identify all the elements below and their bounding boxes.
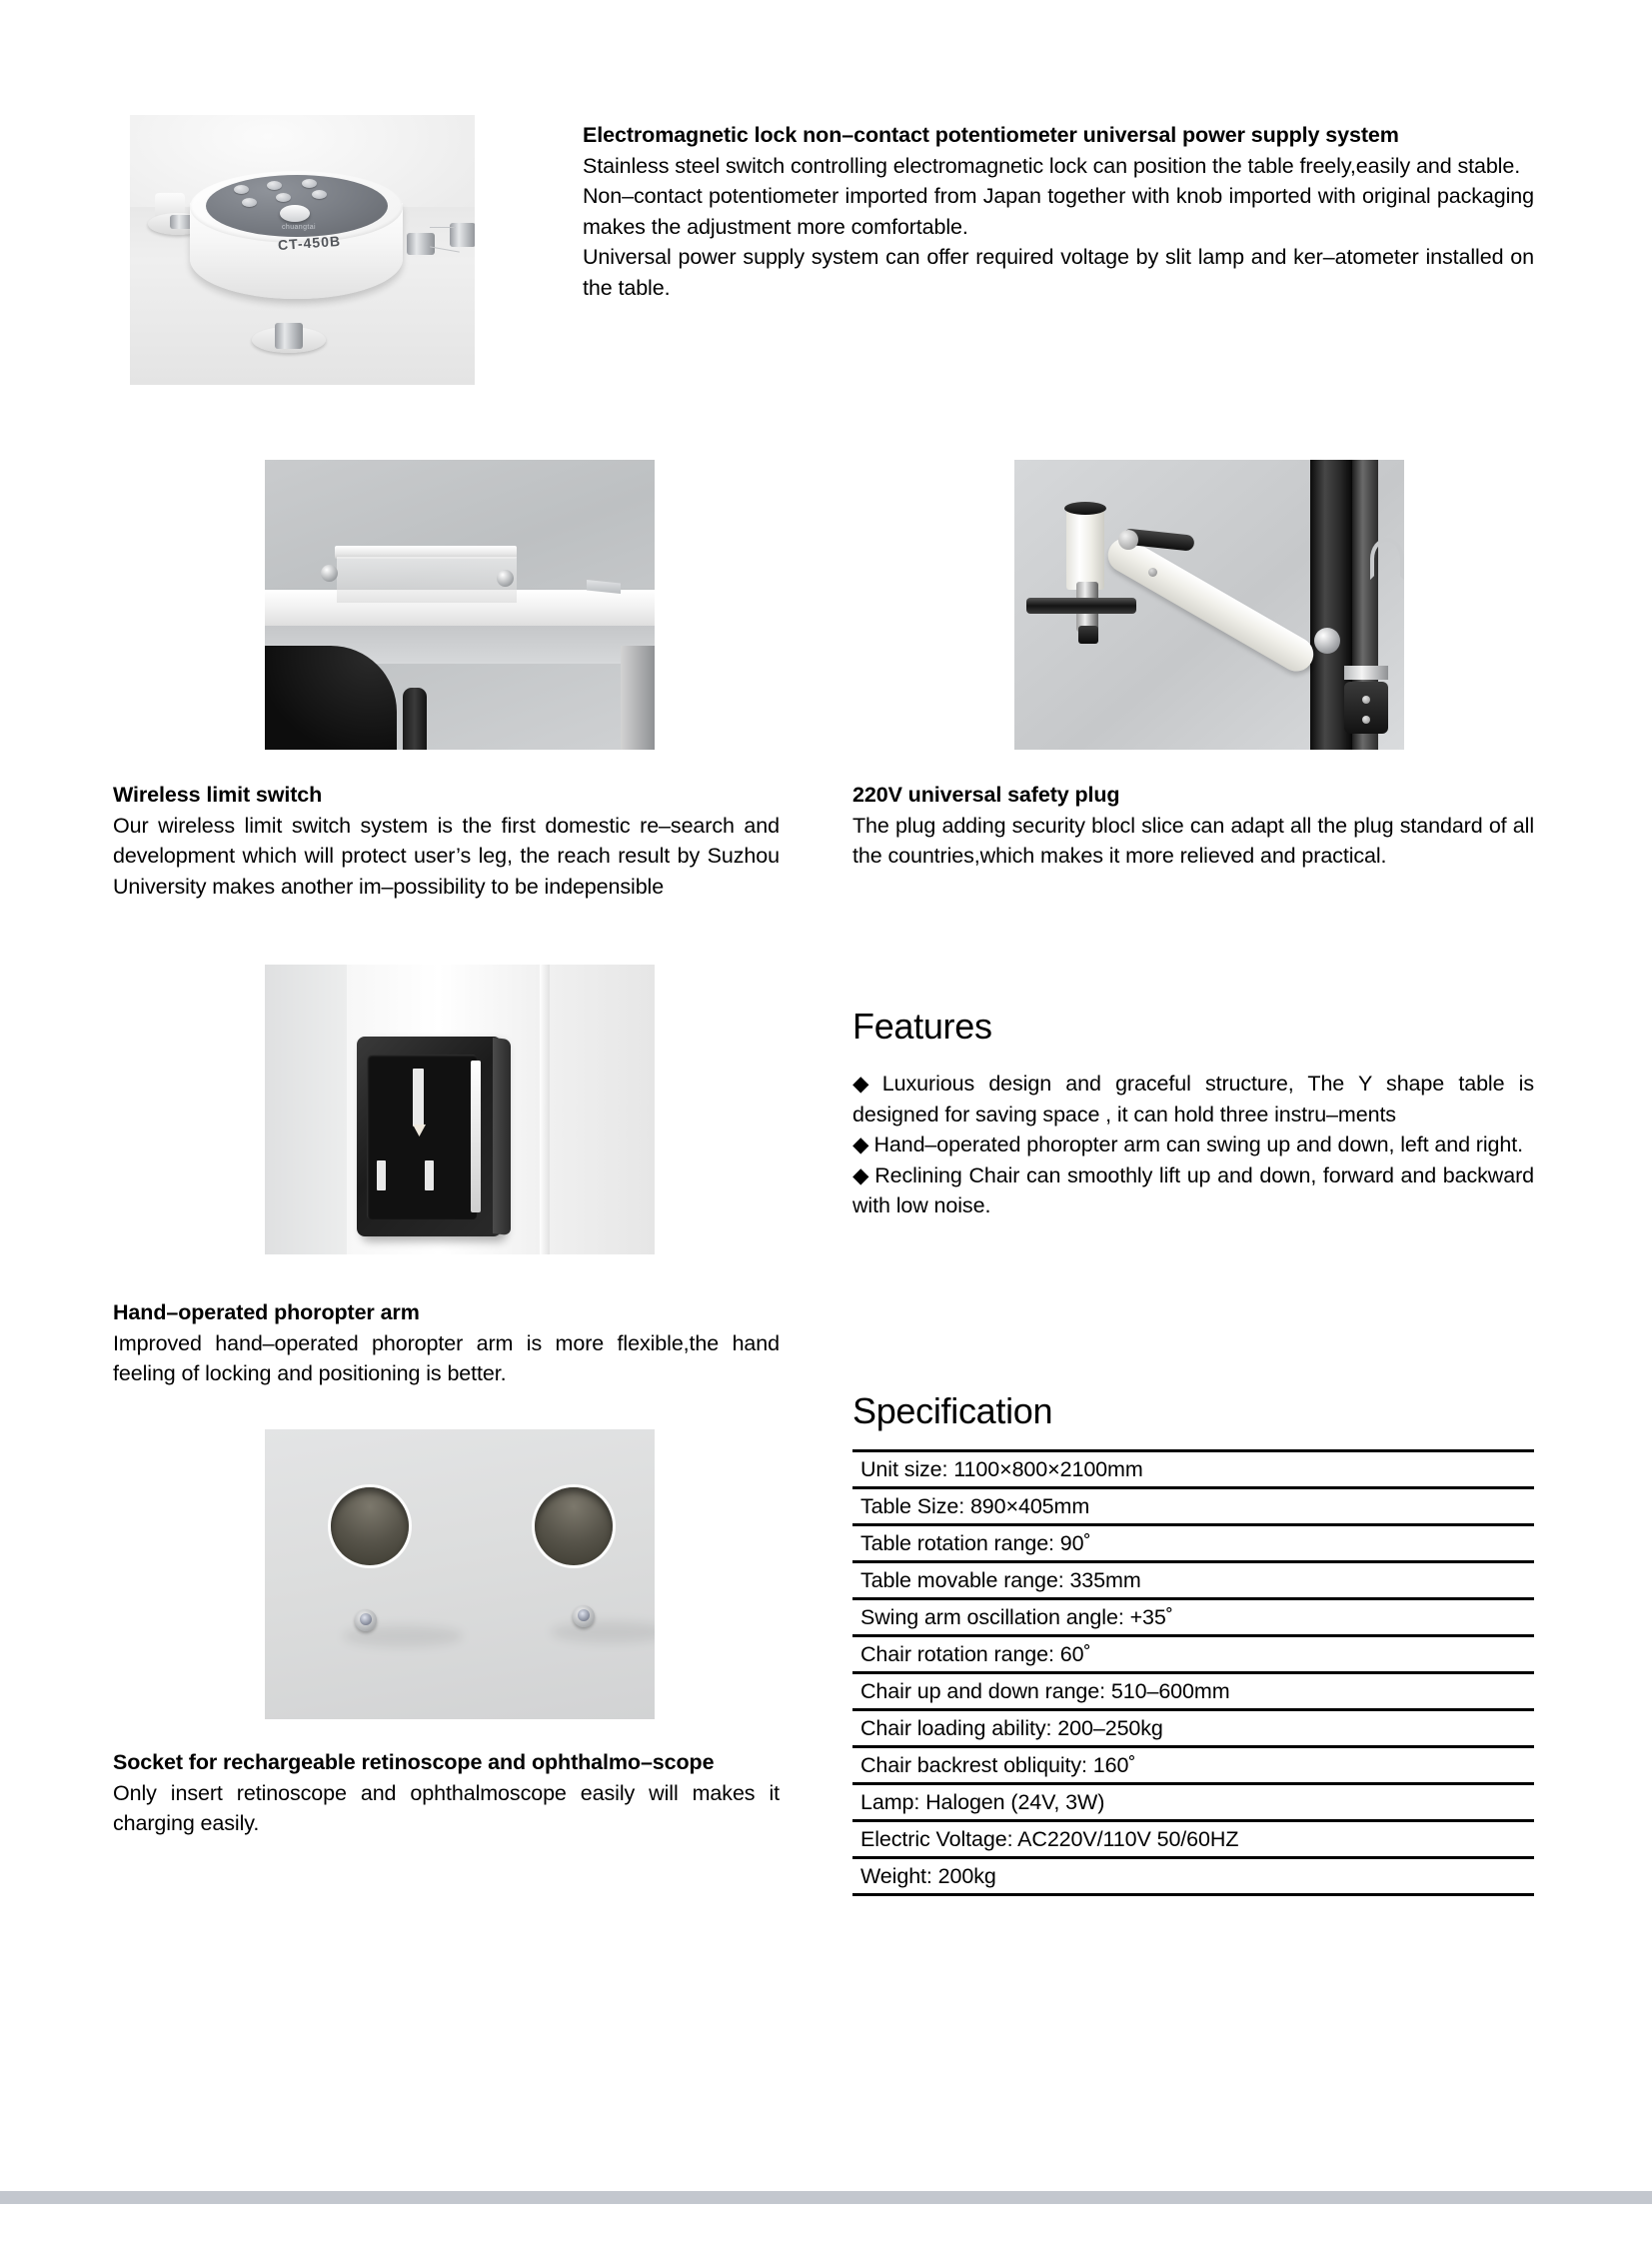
central-knob: [280, 205, 310, 222]
spec-value: Chair up and down range: 510–600mm: [852, 1673, 1534, 1710]
features-title: Features: [852, 1006, 992, 1047]
page-footer-band: [0, 2191, 1652, 2204]
charging-contact-right: [573, 1605, 595, 1627]
control-button: [267, 181, 282, 190]
safety-plug-body: The plug adding security blocl slice can adapt all the plug standard of all the countries,which makes it more relieved and practical.: [852, 813, 1534, 868]
photo-universal-socket: [265, 965, 655, 1254]
wireless-limit-switch-heading: Wireless limit switch: [113, 783, 323, 807]
diamond-bullet-icon: ◆: [852, 1132, 869, 1156]
electromagnetic-heading: Electromagnetic lock non–contact potentiometer universal power supply system: [583, 123, 1399, 147]
arm-screw: [1148, 568, 1157, 577]
horizontal-shaft: [1026, 598, 1136, 614]
feature-item: [852, 1160, 1534, 1221]
charging-well-left: [331, 1487, 409, 1565]
spec-value: Weight: 200kg: [852, 1858, 1534, 1895]
control-button: [242, 198, 257, 207]
control-button: [302, 179, 317, 188]
panel-left: [265, 965, 347, 1254]
table-row: [852, 1673, 1534, 1710]
socket-slot-right: [425, 1160, 434, 1190]
connector-right-inner: [407, 233, 435, 255]
photo-wireless-limit-switch: [265, 460, 655, 750]
diamond-bullet-icon: ◆: [852, 1162, 870, 1187]
charging-well-right: [535, 1487, 613, 1565]
column-clamp: [1344, 682, 1388, 734]
socket-body: Only insert retinoscope and ophthalmoscope easily will makes it charging easily.: [113, 1780, 780, 1835]
lever-pivot: [1118, 530, 1138, 550]
spec-value: Chair backrest obliquity: 160˚: [852, 1747, 1534, 1784]
model-number-label: CT-450B: [277, 232, 342, 254]
spec-value: Table rotation range: 90˚: [852, 1525, 1534, 1562]
pivot-bolt: [1314, 628, 1340, 654]
phoropter-mount-cylinder: [1066, 508, 1104, 590]
specification-section: [852, 1389, 1534, 1896]
electromagnetic-paragraph-2: Non–contact potentiometer imported from Japan together with knob imported with original packaging makes the adjustment more comfortable.: [583, 184, 1534, 239]
safety-plug-heading: 220V universal safety plug: [852, 783, 1120, 807]
adjustment-knob: [1078, 626, 1098, 644]
spec-value: Table Size: 890×405mm: [852, 1488, 1534, 1525]
socket-faceplate-edge: [493, 1038, 511, 1235]
control-button: [234, 185, 249, 194]
photo-background: [265, 1429, 655, 1719]
specification-title: Specification: [852, 1390, 1053, 1431]
clamp-screw: [1362, 716, 1370, 724]
table-row: [852, 1525, 1534, 1562]
spec-value: Unit size: 1100×800×2100mm: [852, 1451, 1534, 1488]
clamp-screw: [1362, 696, 1370, 704]
feature-item-text: Luxurious design and graceful structure, The Y shape table is designed for saving space , it can hold three instru–ments: [852, 1072, 1534, 1126]
photo-phoropter-arm: [1014, 460, 1404, 750]
connector-bottom: [275, 323, 303, 349]
table-row: [852, 1710, 1534, 1747]
table-row: [852, 1858, 1534, 1895]
panel-seam: [540, 965, 550, 1254]
spec-value: Table movable range: 335mm: [852, 1562, 1534, 1599]
electromagnetic-paragraph-1: Stainless steel switch controlling electromagnetic lock can position the table freely,easily and stable.: [583, 153, 1521, 178]
socket-slot-vertical: [413, 1069, 424, 1126]
table-row: [852, 1599, 1534, 1636]
safety-plug-text-block: [852, 780, 1534, 872]
electromagnetic-text-block: [583, 120, 1534, 303]
electromagnetic-paragraph-3: Universal power supply system can offer required voltage by slit lamp and ker–atometer installed on the table.: [583, 245, 1534, 300]
diamond-bullet-icon: ◆: [852, 1072, 877, 1096]
panel-edge: [621, 646, 655, 750]
table-row: [852, 1562, 1534, 1599]
socket-text-block: [113, 1747, 780, 1839]
socket-slot-left: [377, 1160, 386, 1190]
control-button: [312, 190, 327, 199]
feature-item-text: Hand–operated phoropter arm can swing up and down, left and right.: [873, 1132, 1524, 1156]
feature-item: [852, 1069, 1534, 1129]
table-row: [852, 1451, 1534, 1488]
specification-table: [852, 1449, 1534, 1896]
spec-value: Lamp: Halogen (24V, 3W): [852, 1784, 1534, 1821]
socket-heading: Socket for rechargeable retinoscope and ophthalmo–scope: [113, 1750, 715, 1774]
brand-logo-label: chuangtai: [282, 224, 316, 231]
table-row: [852, 1488, 1534, 1525]
chair-post: [403, 688, 427, 750]
mounting-screw: [321, 565, 338, 582]
column-ring: [1344, 666, 1388, 680]
features-section: [852, 1005, 1534, 1221]
phoropter-arm-heading: Hand–operated phoropter arm: [113, 1300, 420, 1324]
wireless-limit-switch-body: Our wireless limit switch system is the first domestic re–search and development which will protect user’s leg, the reach result by Suzhou University makes another im–possibility to be indepensible: [113, 813, 780, 899]
table-row: [852, 1747, 1534, 1784]
spec-value: Swing arm oscillation angle: +35˚: [852, 1599, 1534, 1636]
feature-item: [852, 1129, 1534, 1160]
feature-item-text: Reclining Chair can smoothly lift up and down, forward and backward with low noise.: [852, 1162, 1534, 1217]
limit-switch-bracket: [337, 557, 517, 603]
spec-value: Chair loading ability: 200–250kg: [852, 1710, 1534, 1747]
table-row: [852, 1636, 1534, 1673]
spec-value: Electric Voltage: AC220V/110V 50/60HZ: [852, 1821, 1534, 1858]
cable-hook: [1370, 538, 1404, 580]
features-list: [852, 1069, 1534, 1221]
spec-value: Chair rotation range: 60˚: [852, 1636, 1534, 1673]
charging-contact-left: [355, 1609, 377, 1631]
cable: [430, 227, 456, 228]
control-button: [276, 193, 291, 202]
photo-charging-sockets: [265, 1429, 655, 1719]
phoropter-arm-body: Improved hand–operated phoropter arm is more flexible,the hand feeling of locking and positioning is better.: [113, 1330, 780, 1385]
photo-electromagnetic-control-unit: [130, 115, 475, 385]
wireless-limit-switch-text-block: [113, 780, 780, 902]
phoropter-arm-text-block: [113, 1297, 780, 1389]
table-row: [852, 1784, 1534, 1821]
table-row: [852, 1821, 1534, 1858]
cylinder-cap: [1064, 502, 1106, 515]
socket-highlight: [471, 1061, 481, 1212]
mounting-screw: [497, 570, 514, 587]
